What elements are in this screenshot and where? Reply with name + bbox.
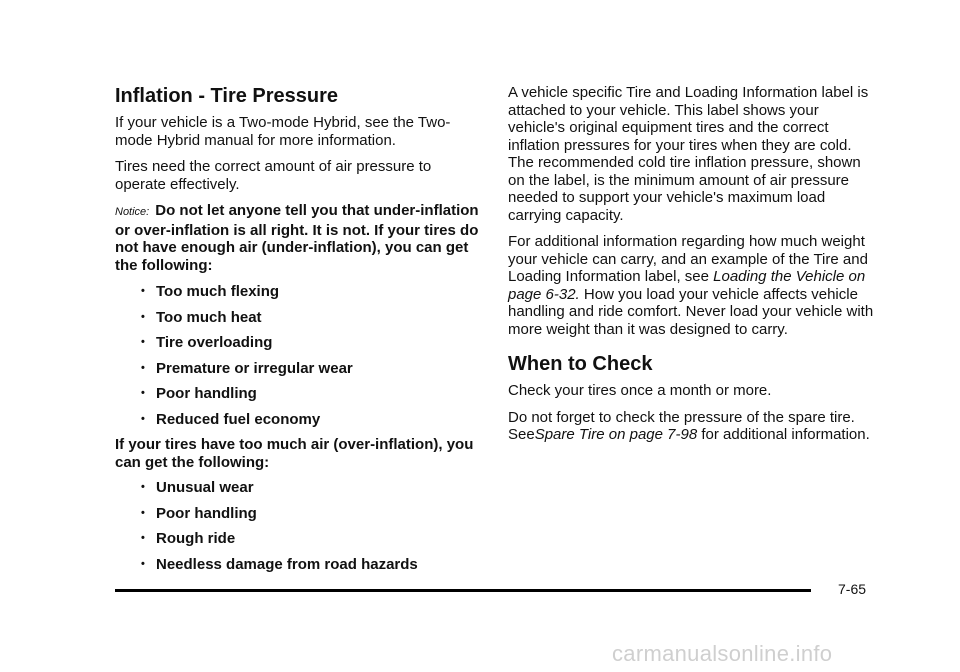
footer-rule [115, 589, 811, 592]
section-title-when-to-check: When to Check [508, 353, 653, 375]
list-item: • Tire overloading [141, 334, 273, 351]
bullet-icon: • [141, 387, 145, 399]
list-item: • Too much heat [141, 308, 262, 326]
pressure-intro: Tires need the correct amount of air pressure to operate effectively. [115, 158, 432, 193]
under-inflation-list [115, 283, 480, 428]
bullet-icon: • [141, 481, 145, 493]
list-item: • Poor handling [141, 504, 257, 522]
bullet-icon: • [141, 506, 145, 519]
hybrid-note: If your vehicle is a Two-mode Hybrid, see the Two-mode Hybrid manual for more information. [115, 114, 451, 149]
list-item: • Too much flexing [141, 283, 280, 300]
bullet-icon: • [141, 361, 145, 374]
list-item: • Unusual wear [141, 479, 254, 496]
right-column [508, 84, 878, 453]
spare-tire-link[interactable]: Spare Tire on page 7-98 [534, 426, 698, 443]
spare-tire-paragraph: Do not forget to check the pressure of the spare tire. SeeSpare Tire on page 7-98 for additional information. [508, 408, 870, 443]
list-item: • Rough ride [141, 530, 236, 547]
list-item: • Reduced fuel economy [141, 410, 321, 428]
list-item: • Poor handling [141, 385, 257, 402]
bullet-icon: • [141, 557, 145, 570]
list-item: • Premature or irregular wear [141, 359, 353, 377]
bullet-icon: • [141, 412, 145, 425]
bullet-icon: • [141, 285, 145, 297]
label-info-paragraph: A vehicle specific Tire and Loading Information label is attached to your vehicle. This label shows your vehicle's original equipment tires and the correct inflation pressures for your tires when they are cold. The recommended cold tire inflation pressure, shown on the label, is the minimum amount of air pressure needed to support your vehicle's maximum load carrying capacity. [508, 84, 869, 224]
bullet-icon: • [141, 310, 145, 323]
bullet-icon: • [141, 532, 145, 544]
over-inflation-list [115, 479, 480, 573]
load-info-paragraph: For additional information regarding how much weight your vehicle can carry, and an example of the Tire and Loading Information label, see Loading the Vehicle on page 6-32. How you load your vehicle affects vehicle handling and ride comfort. Never load your vehicle with more weight than it was designed to carry. [508, 233, 874, 338]
watermark: carmanualsonline.info [612, 641, 833, 666]
notice-text: Do not let anyone tell you that under-inflation or over-inflation is all right. It is not. If your tires do not have enough air (under-inflation), you can get the following: [115, 202, 479, 274]
section-title-inflation: Inflation - Tire Pressure [115, 85, 339, 107]
loading-vehicle-link[interactable]: Loading the Vehicle on page 6-32. [508, 268, 866, 303]
notice-paragraph [115, 202, 480, 274]
left-column [115, 84, 480, 581]
page-number: 7-65 [838, 581, 867, 597]
over-inflation-intro: If your tires have too much air (over-inflation), you can get the following: [115, 436, 474, 471]
list-item: • Needless damage from road hazards [141, 555, 418, 573]
check-frequency: Check your tires once a month or more. [508, 382, 772, 399]
bullet-icon: • [141, 336, 145, 348]
notice-label: Notice: [115, 206, 150, 218]
